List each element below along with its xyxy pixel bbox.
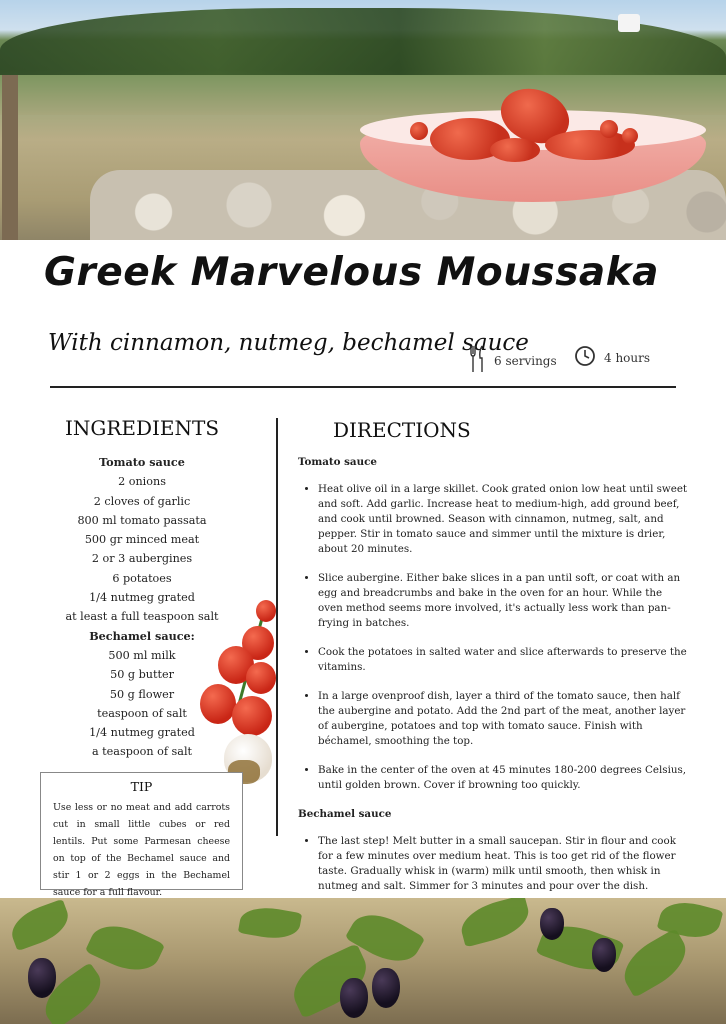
column-divider bbox=[276, 418, 278, 836]
ingredient-item: 2 onions bbox=[118, 475, 166, 489]
aubergine bbox=[592, 938, 616, 972]
recipe-subtitle: With cinnamon, nutmeg, bechamel sauce bbox=[48, 330, 529, 356]
servings-text: 6 servings bbox=[494, 353, 557, 368]
ingredient-item: teaspoon of salt bbox=[97, 706, 187, 720]
ingredient-item: 500 ml milk bbox=[108, 648, 176, 662]
ingredient-item: 500 gr minced meat bbox=[84, 533, 200, 547]
ingredient-item: 50 g flower bbox=[109, 687, 175, 701]
ingredient-item: 2 cloves of garlic bbox=[93, 494, 191, 508]
direction-step: • Slice aubergine. Either bake slices in a pan until soft, or coat with an egg and breadcrumbs and bake in the oven for an hour. While the oven method seems more involved, it's actually less work than pan-frying in batches. bbox=[318, 571, 690, 631]
tomato-garlic-illustration bbox=[198, 600, 278, 800]
directions-section-title: Tomato sauce bbox=[298, 456, 377, 468]
tomato bbox=[622, 128, 638, 144]
ingredient-subheading: Bechamel sauce: bbox=[89, 628, 195, 643]
fork-knife-icon bbox=[470, 345, 486, 376]
leaf bbox=[615, 928, 696, 998]
tomato bbox=[246, 662, 276, 694]
header-photo-tomatoes-in-bowl bbox=[0, 0, 726, 240]
direction-step: • The last step! Melt butter in a small saucepan. Stir in flour and cook for a few minutes over medium heat. This is too get rid of the flower taste. Gradually whisk in (warm) milk until smooth, then whisk in nutmeg and salt. Simmer for 3 minutes and pour over the dish. bbox=[318, 834, 690, 894]
ingredient-item: 6 potatoes bbox=[112, 571, 172, 585]
ingredient-item: a teaspoon of salt bbox=[91, 745, 193, 759]
directions-section-title: Bechamel sauce bbox=[298, 808, 392, 820]
ingredient-item: 50 g butter bbox=[110, 668, 174, 682]
recipe-title: Greek Marvelous Moussaka bbox=[44, 250, 659, 295]
ingredient-item: 800 ml tomato passata bbox=[77, 513, 207, 527]
ingredient-item: at least a full teaspoon salt bbox=[65, 610, 219, 624]
aubergine bbox=[372, 968, 400, 1008]
footer-photo-aubergine-plants bbox=[0, 898, 726, 1024]
tip-box bbox=[40, 772, 243, 898]
leaf bbox=[238, 903, 302, 943]
tomato bbox=[256, 600, 276, 622]
time-text: 4 hours bbox=[604, 350, 651, 365]
ingredient-subheading: Tomato sauce bbox=[99, 455, 185, 469]
tip-text: Use less or no meat and add carrots cut in small little cubes or red lentils. Put some Parmesan cheese on top of the Bechamel sauce and stir 1 or 2 eggs in the Bechamel sauce for a full flavour. bbox=[53, 802, 230, 898]
fence-post bbox=[2, 75, 18, 240]
clock-icon bbox=[574, 345, 596, 370]
tomato bbox=[232, 696, 272, 736]
direction-step: • Cook the potatoes in salted water and slice afterwards to preserve the vitamins. bbox=[318, 645, 690, 675]
directions-body bbox=[298, 455, 690, 908]
aubergine bbox=[540, 908, 564, 940]
direction-step: • In a large ovenproof dish, layer a third of the tomato sauce, then half the aubergine and potato. Add the 2nd part of the meat, another layer of aubergine, potatoes and top with tomato sauce. Finish with béchamel, smoothing the top. bbox=[318, 689, 690, 749]
ingredients-heading: INGREDIENTS bbox=[64, 416, 220, 440]
tip-heading: TIP bbox=[130, 779, 153, 794]
directions-steps bbox=[298, 834, 690, 894]
tomato bbox=[600, 120, 618, 138]
direction-step: • Heat olive oil in a large skillet. Cook grated onion low heat until sweet and soft. Add garlic. Increase heat to medium-high, add ground beef, and cook until browned. Season with cinnamon, nutmeg, salt, and pepper. Stir in tomato sauce and simmer until the mixture is drier, about 20 minutes. bbox=[318, 482, 690, 557]
leaf bbox=[457, 898, 534, 947]
leaf bbox=[6, 899, 74, 951]
ingredient-item: 1/4 nutmeg grated bbox=[89, 726, 195, 740]
field bbox=[0, 75, 726, 115]
time-info bbox=[574, 345, 650, 370]
windmill-house bbox=[618, 14, 640, 32]
ingredient-item: 1/4 nutmeg grated bbox=[89, 591, 195, 605]
header-divider bbox=[50, 386, 676, 388]
servings-info bbox=[470, 345, 557, 376]
directions-steps bbox=[298, 482, 690, 793]
tomato bbox=[410, 122, 428, 140]
tomato bbox=[490, 138, 540, 162]
direction-step: • Bake in the center of the oven at 45 minutes 180-200 degrees Celsius, until golden brown. Cover if browning too quickly. bbox=[318, 763, 690, 793]
aubergine bbox=[340, 978, 368, 1018]
tomato bbox=[200, 684, 236, 724]
leaf bbox=[85, 915, 165, 981]
ingredient-item: 2 or 3 aubergines bbox=[91, 552, 193, 566]
aubergine bbox=[28, 958, 56, 998]
directions-heading: DIRECTIONS bbox=[333, 418, 471, 442]
